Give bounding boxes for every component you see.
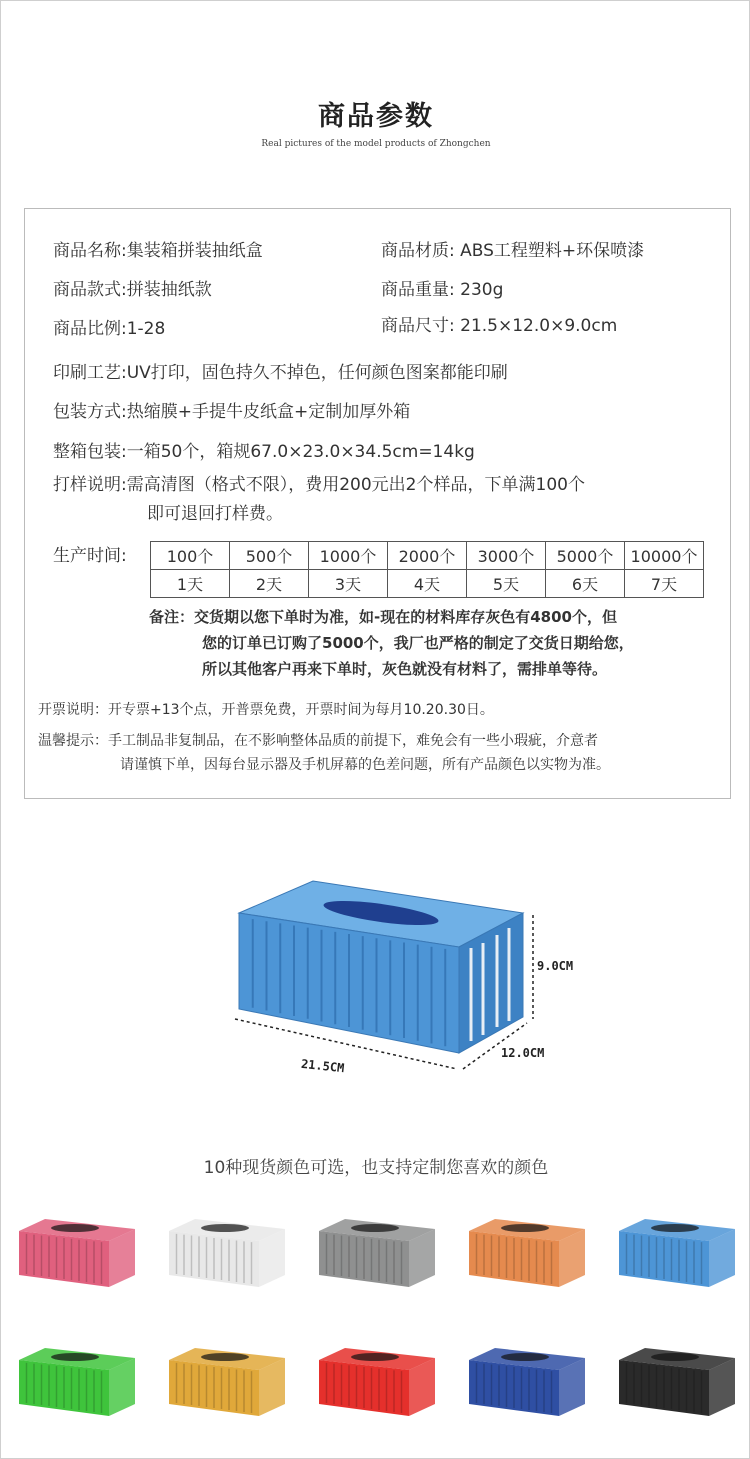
spec-name: 商品名称:集装箱拼装抽纸盒 xyxy=(53,241,263,261)
table-row-days xyxy=(151,570,704,598)
spec-sample: 打样说明:需高清图（格式不限），费用200元出2个样品，下单满100个 xyxy=(53,475,585,495)
dimension-depth-label: 12.0CM xyxy=(501,1046,545,1060)
spec-packaging: 包装方式:热缩膜+手提牛皮纸盒+定制加厚外箱 xyxy=(53,402,411,422)
table-cell: 2000个 xyxy=(388,542,467,570)
dimension-length-label: 21.5CM xyxy=(300,1056,345,1076)
table-cell: 1天 xyxy=(151,570,230,598)
color-swatch-orange xyxy=(467,1217,587,1289)
color-swatch-gray xyxy=(317,1217,437,1289)
remark-line-1: 备注：交货期以您下单时为准，如-现在的材料库存灰色有4800个，但 xyxy=(149,608,617,626)
spec-weight: 商品重量: 230g xyxy=(381,280,504,300)
color-swatch-green xyxy=(17,1346,137,1418)
table-row-quantity xyxy=(151,542,704,570)
spec-material: 商品材质: ABS工程塑料+环保喷漆 xyxy=(381,241,645,261)
color-options-title: 10种现货颜色可选，也支持定制您喜欢的颜色 xyxy=(203,1158,549,1178)
tips-line-2: 请谨慎下单，因每台显示器及手机屏幕的色差问题，所有产品颜色以实物为准。 xyxy=(120,757,610,773)
table-cell: 4天 xyxy=(388,570,467,598)
tips-line-1: 温馨提示：手工制品非复制品，在不影响整体品质的前提下，难免会有一些小瑕疵，介意者 xyxy=(38,733,598,749)
remark-line-2: 您的订单已订购了5000个，我厂也严格的制定了交货日期给您， xyxy=(202,634,634,652)
spec-sample-cont: 即可退回打样费。 xyxy=(147,504,283,524)
table-cell: 10000个 xyxy=(625,542,704,570)
table-cell: 1000个 xyxy=(309,542,388,570)
remark-line-3: 所以其他客户再来下单时，灰色就没有材料了，需排单等待。 xyxy=(202,660,608,678)
page-title: 商品参数 xyxy=(318,101,434,132)
color-swatch-pink xyxy=(17,1217,137,1289)
page-subtitle: Real pictures of the model products of Zhongchen xyxy=(261,139,491,149)
table-cell: 5000个 xyxy=(546,542,625,570)
color-swatch-sky-blue xyxy=(617,1217,737,1289)
production-time-table xyxy=(150,541,704,598)
spec-carton: 整箱包装:一箱50个，箱规67.0×23.0×34.5cm=14kg xyxy=(53,442,475,462)
color-swatch-navy-blue xyxy=(467,1346,587,1418)
color-swatch-black xyxy=(617,1346,737,1418)
table-cell: 6天 xyxy=(546,570,625,598)
spec-production-label: 生产时间: xyxy=(53,546,127,566)
color-swatch-red xyxy=(317,1346,437,1418)
table-cell: 3天 xyxy=(309,570,388,598)
invoice-note: 开票说明：开专票+13个点，开普票免费，开票时间为每月10.20.30日。 xyxy=(38,702,494,718)
table-cell: 100个 xyxy=(151,542,230,570)
spec-size: 商品尺寸: 21.5×12.0×9.0cm xyxy=(381,316,618,336)
spec-ratio: 商品比例:1-28 xyxy=(53,319,166,339)
table-cell: 2天 xyxy=(230,570,309,598)
color-swatch-white xyxy=(167,1217,287,1289)
spec-print: 印刷工艺:UV打印，固色持久不掉色，任何颜色图案都能印刷 xyxy=(53,363,508,383)
spec-style: 商品款式:拼装抽纸款 xyxy=(53,280,212,300)
color-swatch-yellow xyxy=(167,1346,287,1418)
table-cell: 500个 xyxy=(230,542,309,570)
table-cell: 7天 xyxy=(625,570,704,598)
table-cell: 3000个 xyxy=(467,542,546,570)
table-cell: 5天 xyxy=(467,570,546,598)
dimension-height-label: 9.0CM xyxy=(537,959,574,973)
